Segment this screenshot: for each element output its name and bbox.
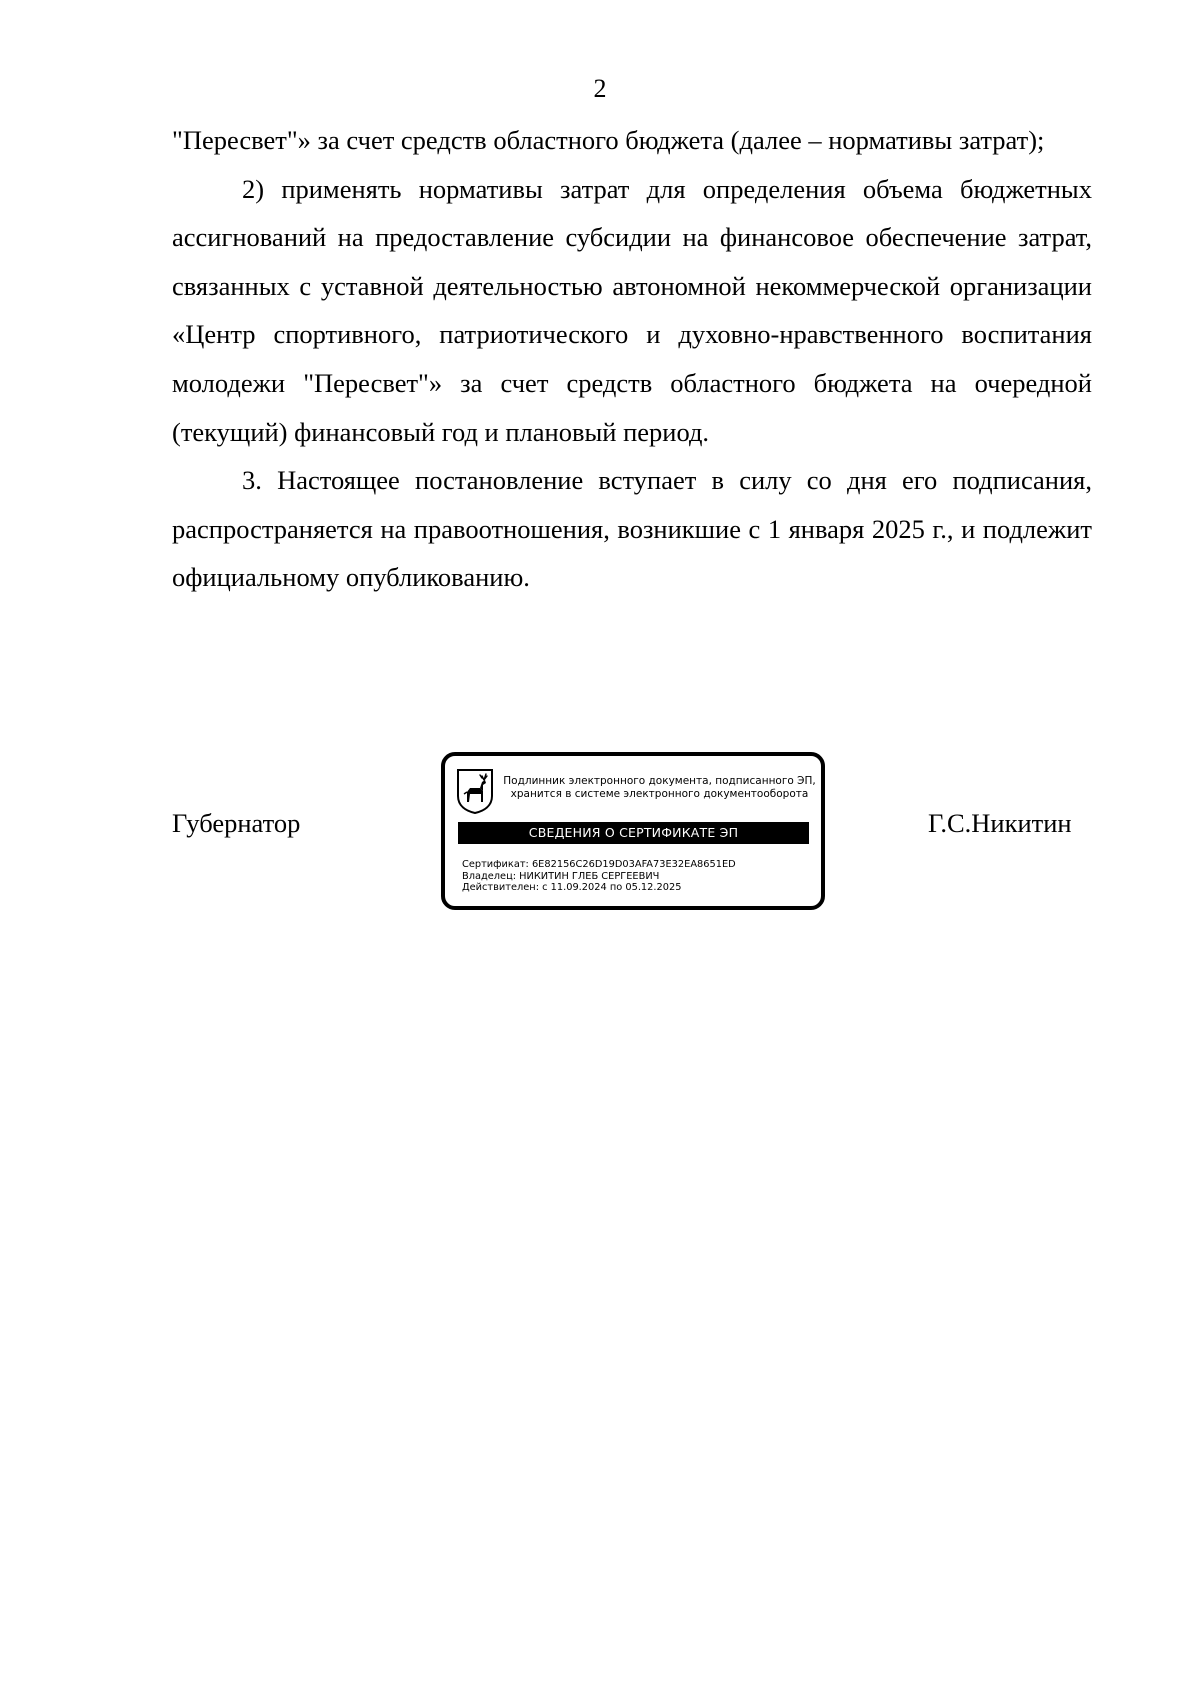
certificate-number: Сертификат: 6E82156C26D19D03AFA73E32EA8651ED [462, 859, 736, 870]
document-body [172, 116, 1092, 602]
signer-position: Губернатор [172, 808, 301, 838]
electronic-signature-stamp [441, 752, 825, 910]
deer-coat-of-arms-icon [456, 768, 494, 814]
stamp-header-line: Подлинник электронного документа, подписанного ЭП, [503, 775, 816, 787]
stamp-header-line: хранится в системе электронного документооборота [510, 788, 809, 800]
certificate-validity: Действителен: с 11.09.2024 по 05.12.2025 [462, 882, 682, 894]
stamp-title-band: СВЕДЕНИЯ О СЕРТИФИКАТЕ ЭП [458, 822, 809, 844]
certificate-details [462, 859, 736, 894]
signer-name: Г.С.Никитин [928, 808, 1072, 838]
certificate-owner: Владелец: НИКИТИН ГЛЕБ СЕРГЕЕВИЧ [462, 870, 660, 882]
stamp-header [497, 775, 822, 801]
paragraph-item-2: 2) применять нормативы затрат для определения объема бюджетных ассигнований на предоставление субсидии на финансовое обеспечение затрат, связанных с уставной деятельностью автономной некоммерческой организации «Центр спортивного, патриотического и духовно-нравственного воспитания молодежи "Пересвет"» за счет средств областного бюджета на очередной (текущий) финансовый год и плановый период. [172, 173, 1092, 447]
signature-block [0, 752, 1200, 922]
paragraph-item-3: 3. Настоящее постановление вступает в силу со дня его подписания, распространяется на правоотношения, возникшие с 1 января 2025 г., и подлежит официальному опубликованию. [172, 465, 1092, 593]
paragraph-continuation: "Пересвет"» за счет средств областного бюджета (далее – нормативы затрат); [172, 125, 1045, 155]
page-number: 2 [593, 74, 607, 103]
